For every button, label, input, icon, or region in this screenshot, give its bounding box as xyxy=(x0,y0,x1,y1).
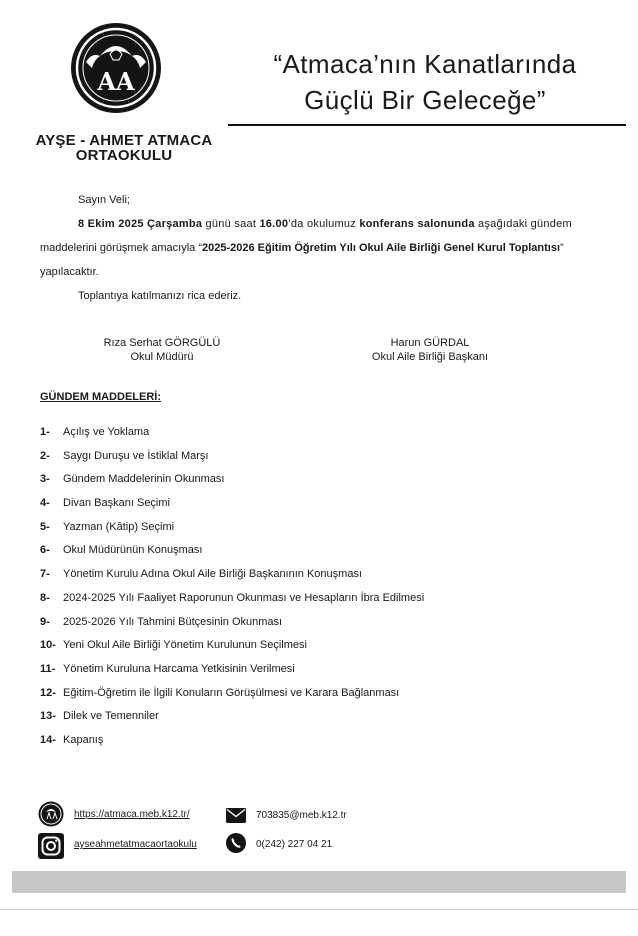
letter-text-1: günü saat xyxy=(202,218,260,230)
agenda-item-number: 7- xyxy=(40,568,50,581)
agenda-item xyxy=(40,638,424,662)
agenda-item-text: Eğitim-Öğretim ile İlgili Konuların Görüşülmesi ve Karara Bağlanması xyxy=(63,686,400,699)
agenda-list xyxy=(40,425,424,757)
agenda-item xyxy=(40,591,424,615)
agenda-item xyxy=(40,449,424,473)
motto-line1: “Atmaca’nın Kanatlarında xyxy=(273,49,577,79)
agenda-item-text: Açılış ve Yoklama xyxy=(63,426,150,438)
agenda-item-number: 9- xyxy=(40,615,50,628)
agenda-item-text: Yönetim Kurulu Adına Okul Aile Birliği Başkanının Konuşması xyxy=(63,568,362,581)
agenda-item xyxy=(40,567,424,591)
agenda-item xyxy=(40,520,424,544)
president-title: Okul Aile Birliği Başkanı xyxy=(371,351,489,363)
agenda-item-number: 10- xyxy=(40,639,56,652)
agenda-item-number: 13- xyxy=(40,710,56,723)
letter-line2-end: ” xyxy=(560,242,564,254)
letter-line2-start: maddelerini görüşmek amacıyla “ xyxy=(40,242,203,254)
signature-principal xyxy=(82,336,242,364)
phone-number[interactable]: 0(242) 227 04 21 xyxy=(256,839,333,850)
meeting-time: 16.00 xyxy=(259,218,289,230)
agenda-item-text: Yazman (Kâtip) Seçimi xyxy=(63,520,175,533)
agenda-item-number: 8- xyxy=(40,591,50,604)
principal-name: Rıza Serhat GÖRGÜLÜ xyxy=(103,337,221,349)
instagram-handle[interactable]: ayseahmetatmacaortaokulu xyxy=(74,839,197,850)
president-name: Harun GÜRDAL xyxy=(390,337,470,349)
agenda-item-text: Divan Başkanı Seçimi xyxy=(63,497,170,510)
school-logo-small-icon xyxy=(38,801,64,827)
agenda-item-number: 14- xyxy=(40,733,56,746)
agenda-item-number: 11- xyxy=(40,662,56,675)
letter-line-3: yapılacaktır. xyxy=(40,266,99,278)
agenda-item-text: Okul Müdürünün Konuşması xyxy=(63,544,203,557)
letter-text-2: ’da okulumuz xyxy=(288,218,360,230)
school-name xyxy=(22,133,226,163)
agenda-item-number: 1- xyxy=(40,426,50,438)
agenda-item-text: 2024-2025 Yılı Faaliyet Raporunun Okunması ve Hesapların İbra Edilmesi xyxy=(63,591,425,604)
agenda-item xyxy=(40,662,424,686)
agenda-item xyxy=(40,472,424,496)
agenda-item-number: 3- xyxy=(40,473,50,486)
principal-title: Okul Müdürü xyxy=(130,351,194,363)
agenda-item-text: Saygı Duruşu ve İstiklal Marşı xyxy=(63,449,209,462)
logo-letters: AA xyxy=(97,67,135,96)
agenda-item xyxy=(40,496,424,520)
agenda-item-number: 5- xyxy=(40,520,50,533)
agenda-item xyxy=(40,686,424,710)
agenda-item xyxy=(40,425,424,449)
letter-line-2 xyxy=(40,241,564,255)
agenda-item-text: Gündem Maddelerinin Okunması xyxy=(63,473,225,486)
motto xyxy=(228,46,622,118)
instagram-icon xyxy=(38,833,64,859)
bottom-divider xyxy=(0,909,638,910)
letter-line-1 xyxy=(78,217,572,231)
agenda-item xyxy=(40,709,424,733)
agenda-item-text: Yeni Okul Aile Birliği Yönetim Kurulunun Seçilmesi xyxy=(63,639,307,652)
motto-divider xyxy=(228,124,626,126)
phone-icon xyxy=(226,833,246,853)
footer-band xyxy=(12,871,626,893)
agenda-item-number: 6- xyxy=(40,544,50,557)
letter-text-3: aşağıdaki gündem xyxy=(474,218,572,230)
motto-line2: Güçlü Bir Geleceğe” xyxy=(304,85,546,115)
school-name-line1: AYŞE - AHMET ATMACA xyxy=(35,132,213,149)
signature-association-president xyxy=(350,336,510,364)
agenda-item-number: 2- xyxy=(40,449,50,462)
agenda-item xyxy=(40,615,424,639)
agenda-item-text: Dilek ve Temenniler xyxy=(63,710,159,723)
agenda-item-text: Yönetim Kuruluna Harcama Yetkisinin Verilmesi xyxy=(63,662,295,675)
school-name-line2: ORTAOKULU xyxy=(75,147,173,164)
agenda-item xyxy=(40,733,424,757)
agenda-item xyxy=(40,543,424,567)
meeting-venue: konferans salonunda xyxy=(359,218,475,230)
meeting-name: 2025-2026 Eğitim Öğretim Yılı Okul Aile Birliği Genel Kurul Toplantısı xyxy=(202,242,561,254)
agenda-item-number: 12- xyxy=(40,686,56,699)
greeting: Sayın Veli; xyxy=(78,194,130,206)
email-address[interactable]: 703835@meb.k12.tr xyxy=(256,810,347,821)
agenda-title: GÜNDEM MADDELERİ: xyxy=(40,391,161,403)
meeting-date: 8 Ekim 2025 Çarşamba xyxy=(78,218,203,230)
website-link[interactable]: https://atmaca.meb.k12.tr/ xyxy=(74,809,190,820)
agenda-item-text: Kapanış xyxy=(63,733,104,746)
email-icon xyxy=(226,808,246,823)
closing: Toplantıya katılmanızı rica ederiz. xyxy=(78,290,242,302)
school-logo xyxy=(70,22,162,114)
agenda-item-text: 2025-2026 Yılı Tahmini Bütçesinin Okunması xyxy=(63,615,283,628)
agenda-item-number: 4- xyxy=(40,497,50,510)
